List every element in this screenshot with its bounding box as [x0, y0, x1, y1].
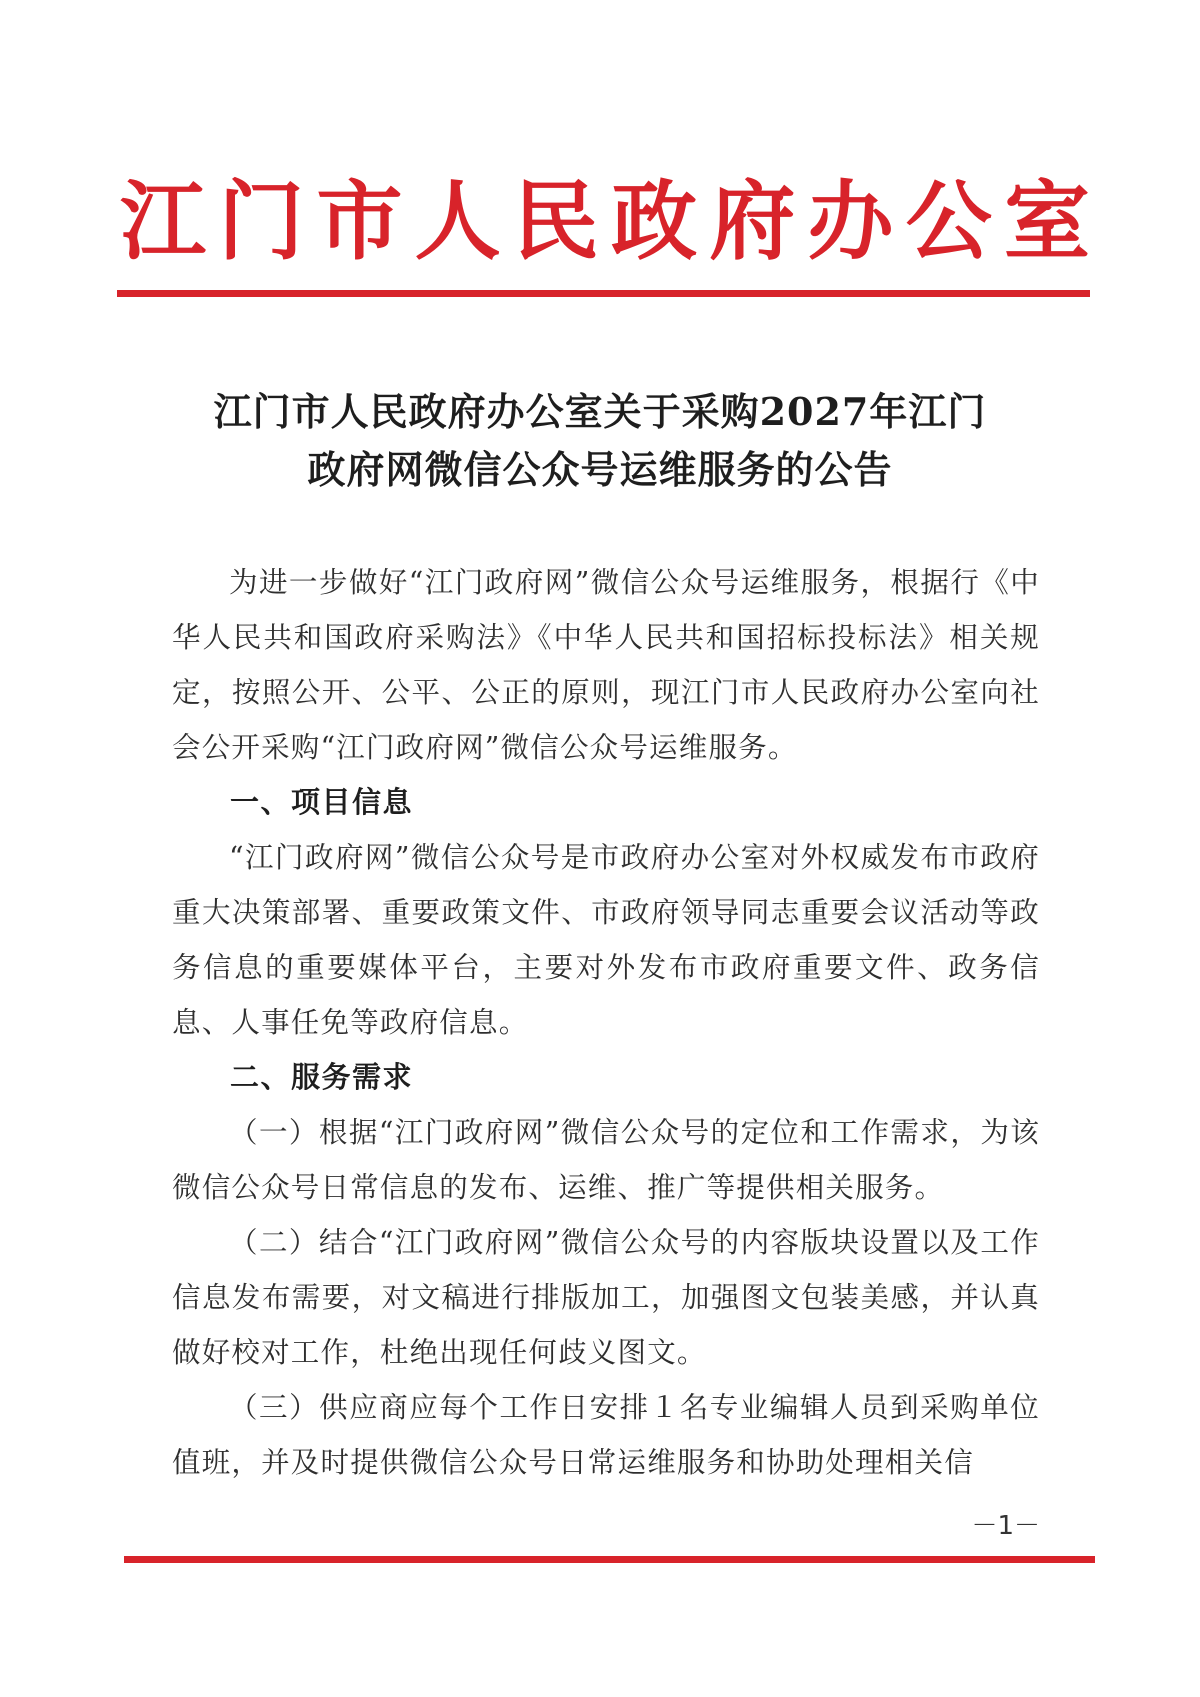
issuing-agency-header — [120, 162, 1090, 282]
document-title-line-1: 江门市人民政府办公室关于采购2027年江门 — [213, 389, 987, 434]
footer-red-divider — [124, 1556, 1095, 1563]
section-heading-project-info: 一、项目信息 — [230, 785, 414, 819]
agency-header-char: 府 — [709, 172, 796, 272]
header-red-divider — [117, 290, 1090, 297]
agency-header-char: 门 — [218, 172, 305, 272]
page-number: －1－ — [971, 1511, 1040, 1541]
agency-header-char: 办 — [807, 172, 894, 272]
agency-header-char: 江 — [120, 172, 206, 272]
agency-header-char: 政 — [611, 172, 698, 272]
service-requirement-item: （三）供应商应每个工作日安排１名专业编辑人员到采购单位值班，并及时提供微信公众号日常运维服务和协助处理相关信 — [172, 1391, 1040, 1479]
document-title-line-2: 政府网微信公众号运维服务的公告 — [307, 447, 893, 492]
agency-header-char: 人 — [414, 172, 501, 272]
agency-header-char: 公 — [905, 172, 992, 272]
agency-header-char: 市 — [316, 172, 403, 272]
service-requirement-item: （一）根据“江门政府网”微信公众号的定位和工作需求，为该微信公众号日常信息的发布、运维、推广等提供相关服务。 — [172, 1116, 1040, 1204]
project-info-paragraph: “江门政府网”微信公众号是市政府办公室对外权威发布市政府重大决策部署、重要政策文件、市政府领导同志重要会议活动等政务信息的重要媒体平台，主要对外发布市政府重要文件、政务信息、人事任免等政府信息。 — [172, 841, 1040, 1039]
section-heading-service-requirements: 二、服务需求 — [230, 1060, 414, 1094]
agency-header-char: 民 — [512, 172, 599, 272]
agency-header-char: 室 — [1003, 172, 1090, 272]
document-body — [172, 555, 1040, 1490]
service-requirement-item: （二）结合“江门政府网”微信公众号的内容版块设置以及工作信息发布需要，对文稿进行排版加工，加强图文包装美感，并认真做好校对工作，杜绝出现任何歧义图文。 — [172, 1226, 1040, 1369]
intro-paragraph: 为进一步做好“江门政府网”微信公众号运维服务，根据行《中华人民共和国政府采购法》《中华人民共和国招标投标法》相关规定，按照公开、公平、公正的原则，现江门市人民政府办公室向社会公开采购“江门政府网”微信公众号运维服务。 — [172, 566, 1040, 764]
